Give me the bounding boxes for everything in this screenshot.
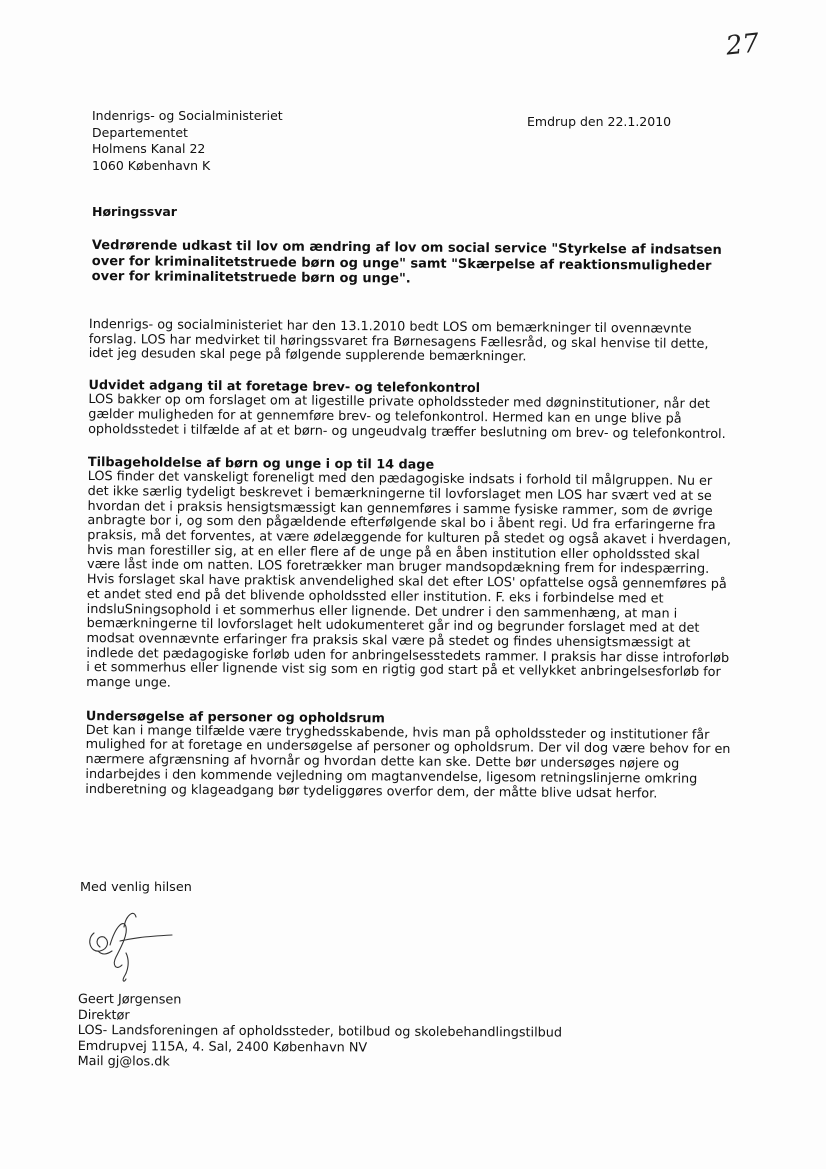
sender-block — [78, 992, 563, 1072]
document-heading: Høringssvar — [92, 204, 177, 219]
section-title-letter-control: Udvidet adgang til at foretage brev- og telefonkontrol — [88, 378, 481, 397]
section-title-search: Undersøgelse af personer og opholdsrum — [85, 708, 385, 727]
recipient-address — [92, 108, 283, 174]
section-body-letter-control: LOS bakker op om forslaget om at ligestille private opholdssteder med døgninstitutioner, når det gælder muligheden for at gennemføre brev- og telefonkontrol. Hermed kan en unge blive på opholdsstedet i tilfælde af at et børn- og ungeudvalg træffer beslutning om brev- og telefonkontrol. — [88, 392, 726, 442]
recipient-line: Indenrigs- og Socialministeriet — [92, 108, 283, 123]
section-title-detention: Tilbageholdelse af børn og unge i op til 14 dage — [87, 455, 435, 473]
letter-body — [85, 318, 734, 802]
recipient-line: Holmens Kanal 22 — [92, 141, 206, 156]
sender-email: Mail gj@los.dk — [77, 1053, 170, 1070]
subject-line: Vedrørende udkast til lov om ændring af lov om social service "Styrkelse af indsatsen over for kriminalitetstruede børn og unge" samt "Skærpelse af reaktionsmuligheder over for kriminalitetstruede børn og unge". — [91, 238, 722, 287]
sender-organization: LOS- Landsforeningen af opholdssteder, botilbud og skolebehandlingstilbud — [77, 1022, 563, 1041]
date-line: Emdrup den 22.1.2010 — [527, 114, 672, 129]
sender-address: Emdrupvej 115A, 4. Sal, 2400 København NV — [77, 1038, 368, 1056]
section-body-search: Det kan i mange tilfælde være tryghedsskabende, hvis man på opholdssteder og institutioner får mulighed for at foretage en undersøgelse af personer og opholdsrum. Der vil dog være behov for en nærmere afgrænsning af hvornår og hvordan dette kan ske. Dette bør undersøges nøjere og indarbejdes i den kommende vejledning om magtanvendelse, ligesom retningslinjerne omkring indberetning og klageadgang bør tydeliggøres overfor dem, der måtte blive udsat herfor. — [85, 722, 731, 802]
sender-name: Geert Jørgensen — [77, 992, 182, 1008]
handwritten-signature — [80, 905, 180, 987]
closing-greeting: Med venlig hilsen — [80, 880, 192, 895]
sender-title: Direktør — [77, 1007, 130, 1023]
section-body-detention: LOS finder det vanskeligt foreneligt med den pædagogiske indsats i forhold til målgruppen. Nu er det ikke særlig tydeligt beskrevet i bemærkningerne til lovforslaget men LOS har svært ved at se hvordan det i praksis hensigtsmæssigt kan gennemføres i samme fysiske rammer, som de øvrige anbragte bor i, og som den pågældende efterfølgende skal bo i åbent regi. Ud fra erfaringerne fra praksis, må det forventes, at være ødelæggende for kulturen på stedet og også akavet i hverdagen, hvis man forestiller sig, at en eller flere af de unge på en åben institution eller opholdssted skal være låst inde om natten. LOS foretrækker man bruger mandsopdækning frem for indespærring. Hvis forslaget skal have praktisk anvendelighed skal det efter LOS' opfattelse også gennemføres på et andet sted end på det blivende opholdssted eller institution. F. eks i forbindelse med et indsluSningsophold i et sommerhus eller lignende. Det undrer i den sammenhæng, at man i bemærkningerne til lovforslaget helt udokumenteret går ind og begrunder forslaget med at det modsat ovennævnte erfaringer fra praksis skal være på stedet og findes uhensigtsmæssigt at indlede det pædagogiske forløb uden for anbringelsesstedets rammer. I praksis har disse introforløb i et sommerhus eller lignende vist sig som en rigtig god start på et vellykket anbringelsesforløb for mange unge. — [86, 469, 732, 691]
intro-paragraph: Indenrigs- og socialministeriet har den 13.1.2010 bedt LOS om bemærkninger til ovennævnte forslag. LOS har medvirket til høringssvaret fra Børnesagens Fællesråd, og skal henvise til dette, idet jeg desuden skal pege på følgende supplerende bemærkninger. — [88, 317, 709, 365]
handwritten-page-number: 27 — [724, 28, 761, 62]
recipient-line: 1060 København K — [92, 157, 211, 173]
recipient-line: Departementet — [92, 124, 188, 140]
